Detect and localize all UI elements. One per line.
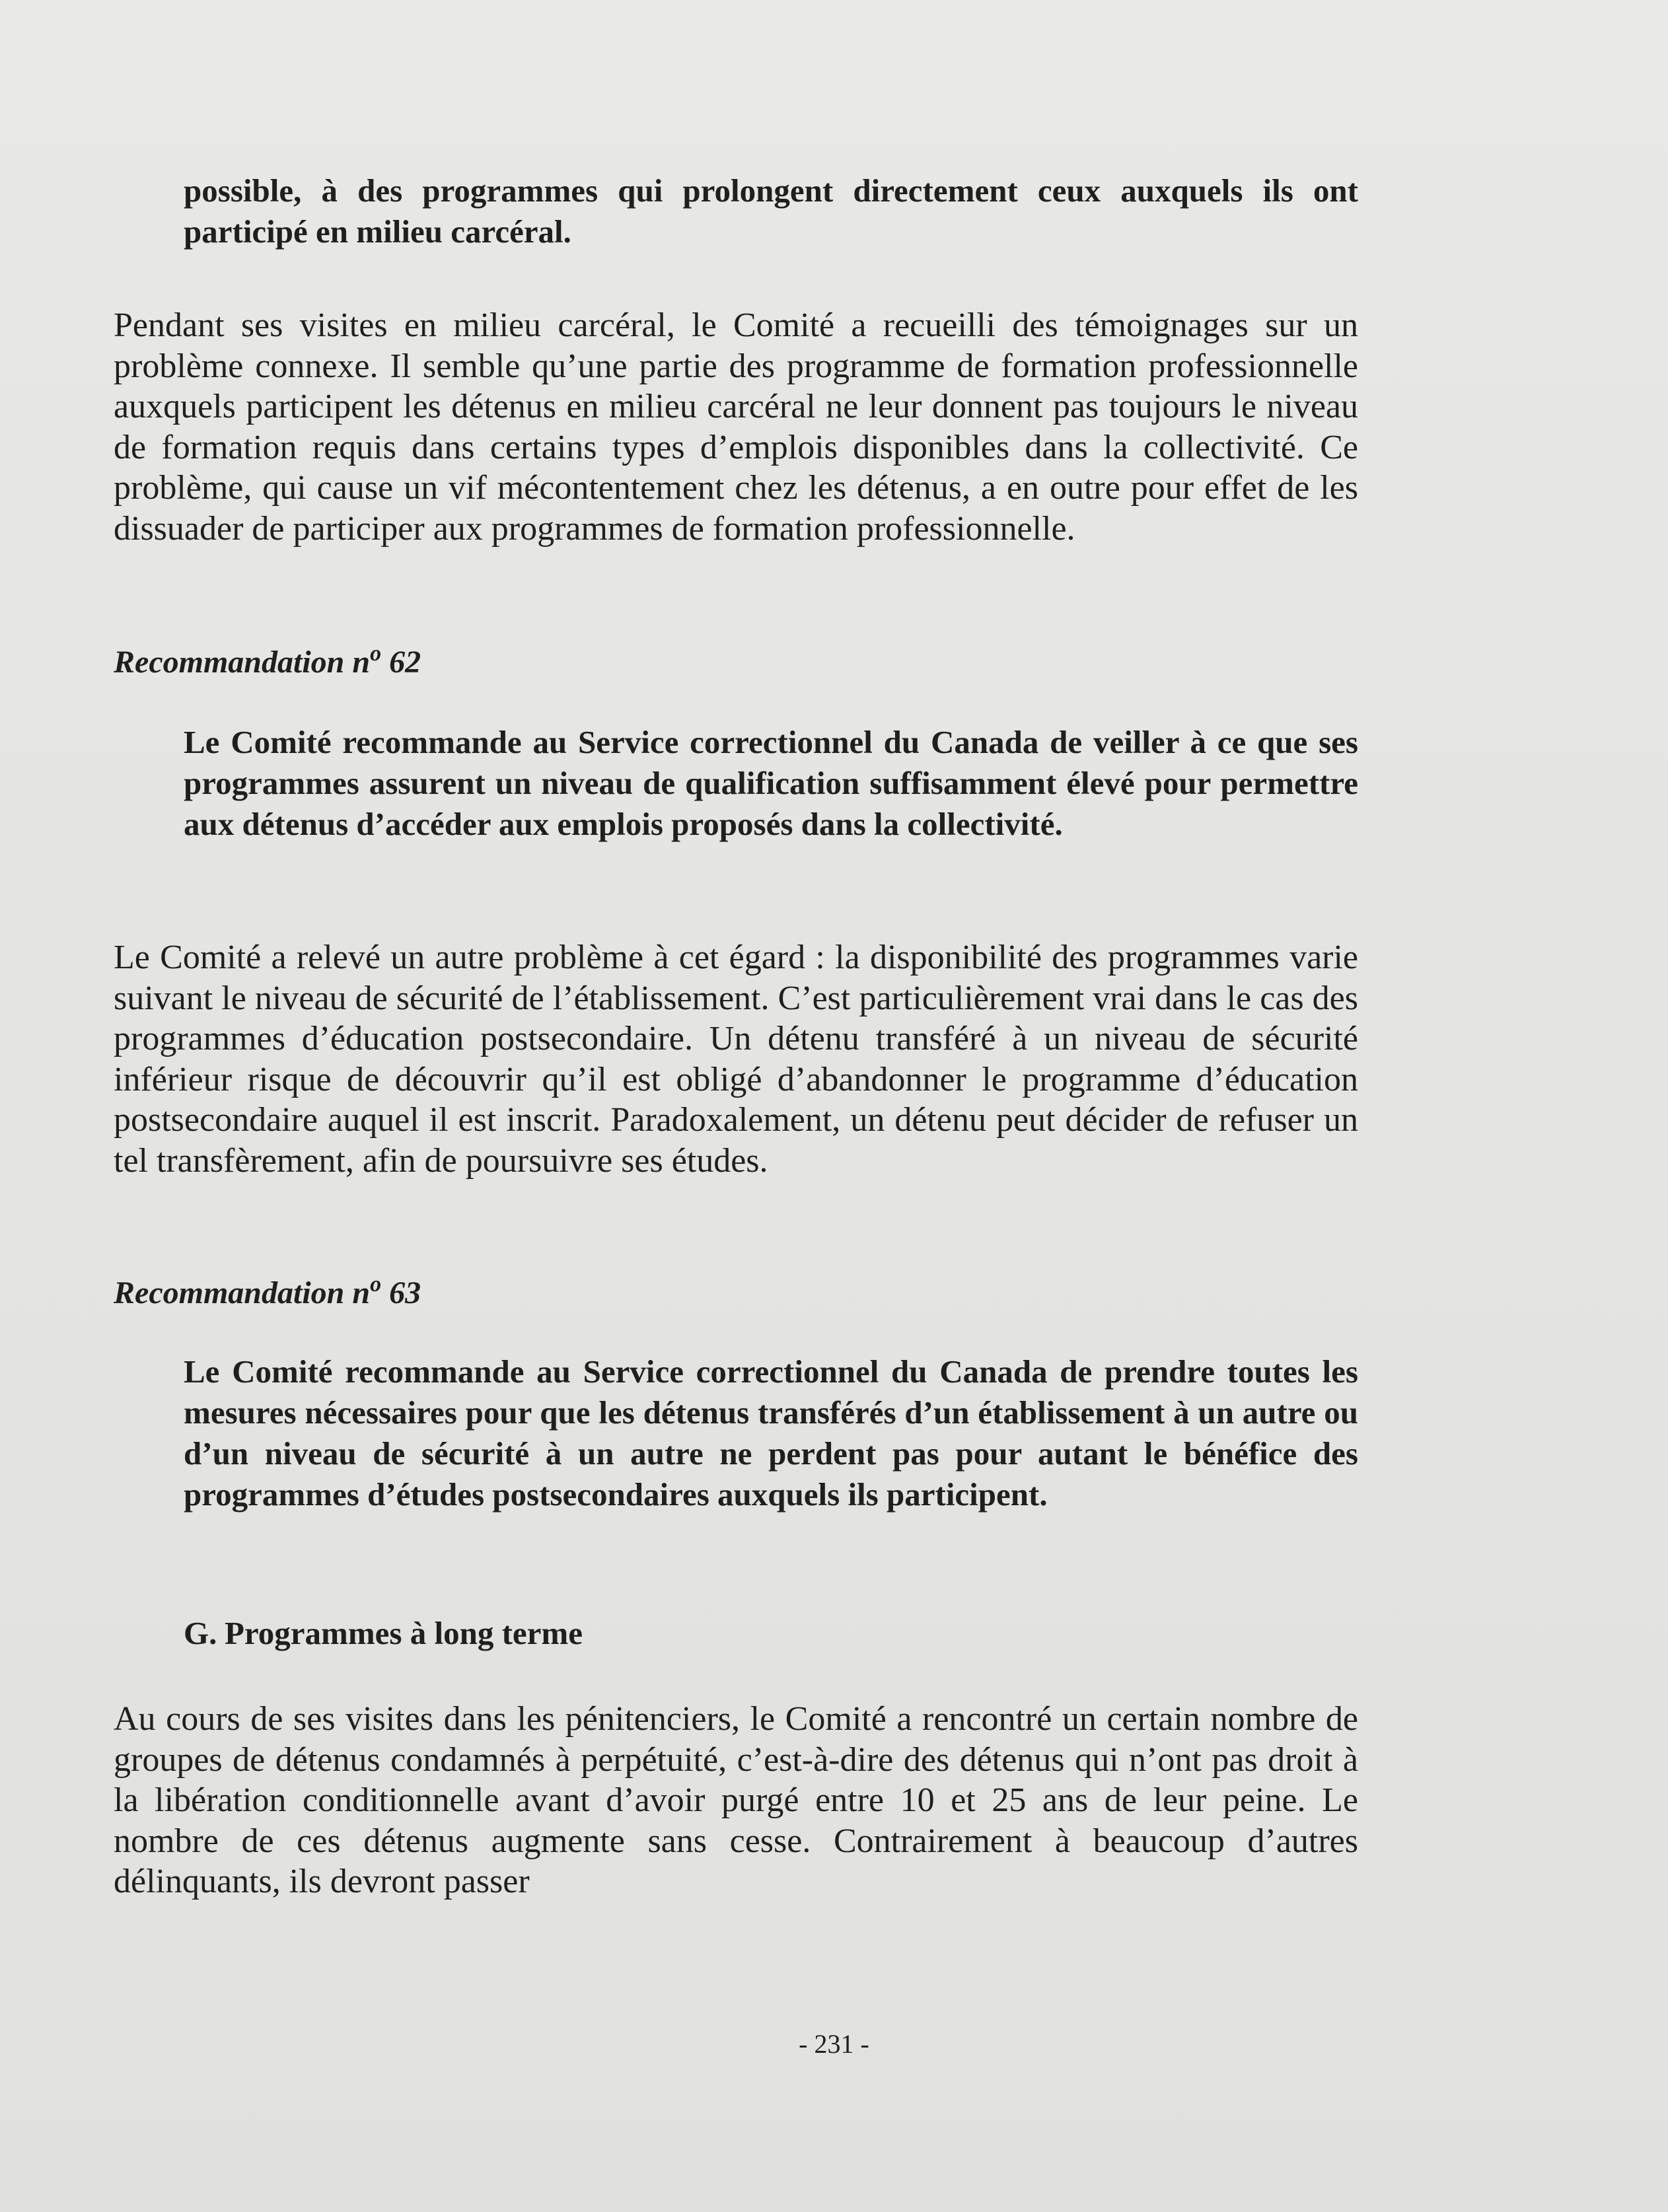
paragraph-1: Pendant ses visites en milieu carcéral, le Comité a recueilli des témoignages sur un problème connexe. Il semble qu’une partie des programme de formation professionnelle auxquels participent les détenus en milieu carcéral ne leur donnent pas toujours le niveau de formation requis dans certains types d’emplois disponibles dans la collectivité. Ce problème, qui cause un vif mécontentement chez les détenus, a en outre pour effet de les dissuader de participer aux programmes de formation professionnelle. <box>114 306 1358 548</box>
paragraph-2: Le Comité a relevé un autre problème à cet égard : la disponibilité des programmes varie suivant le niveau de sécurité de l’établissement. C’est particulièrement vrai dans le cas des programmes d’éducation postsecondaire. Un détenu transféré à un niveau de sécurité inférieur risque de découvrir qu’il est obligé d’abandonner le programme d’éducation postsecondaire auquel il est inscrit. Paradoxalement, un détenu peut décider de refuser un tel transfèrement, afin de poursuivre ses études. <box>114 939 1358 1180</box>
intro-bold-paragraph: possible, à des programmes qui prolongent directement ceux auxquels ils ont participé en milieu carcéral. <box>184 172 1358 250</box>
recommendation-63-label: Recommandation n <box>114 1275 371 1310</box>
recommendation-62-label: Recommandation n <box>114 645 371 680</box>
recommendation-62-sup: o <box>370 641 382 666</box>
paragraph-3: Au cours de ses visites dans les pénitenciers, le Comité a rencontré un certain nombre de groupes de détenus condamnés à perpétuité, c’est-à-dire des détenus qui n’ont pas droit à la libération conditionnelle avant d’avoir purgé entre 10 et 25 ans de leur peine. Le nombre de ces détenus augmente sans cesse. Contrairement à beaucoup d’autres délinquants, ils devront passer <box>114 1700 1358 1900</box>
recommendation-62-heading <box>114 643 421 682</box>
section-g-title: Programmes à long terme <box>225 1615 583 1651</box>
recommendation-63-text: Le Comité recommande au Service correctionnel du Canada de prendre toutes les mesures nécessaires pour que les détenus transférés d’un établissement à un autre ou d’un niveau de sécurité à un autre ne perdent pas pour autant le bénéfice des programmes d’études postsecondaires auxquels ils participent. <box>184 1353 1358 1513</box>
section-g-letter: G. <box>184 1615 217 1651</box>
recommendation-62-number: 62 <box>389 645 421 680</box>
recommendation-63-sup: o <box>370 1272 382 1297</box>
section-g-heading <box>184 1614 583 1653</box>
recommendation-63-heading <box>114 1273 421 1313</box>
page-number: - 231 - <box>799 2029 869 2059</box>
recommendation-62-text: Le Comité recommande au Service correctionnel du Canada de veiller à ce que ses programmes assurent un niveau de qualification suffisamment élevé pour permettre aux détenus d’accéder aux emplois proposés dans la collectivité. <box>184 724 1358 842</box>
recommendation-63-number: 63 <box>389 1275 421 1310</box>
